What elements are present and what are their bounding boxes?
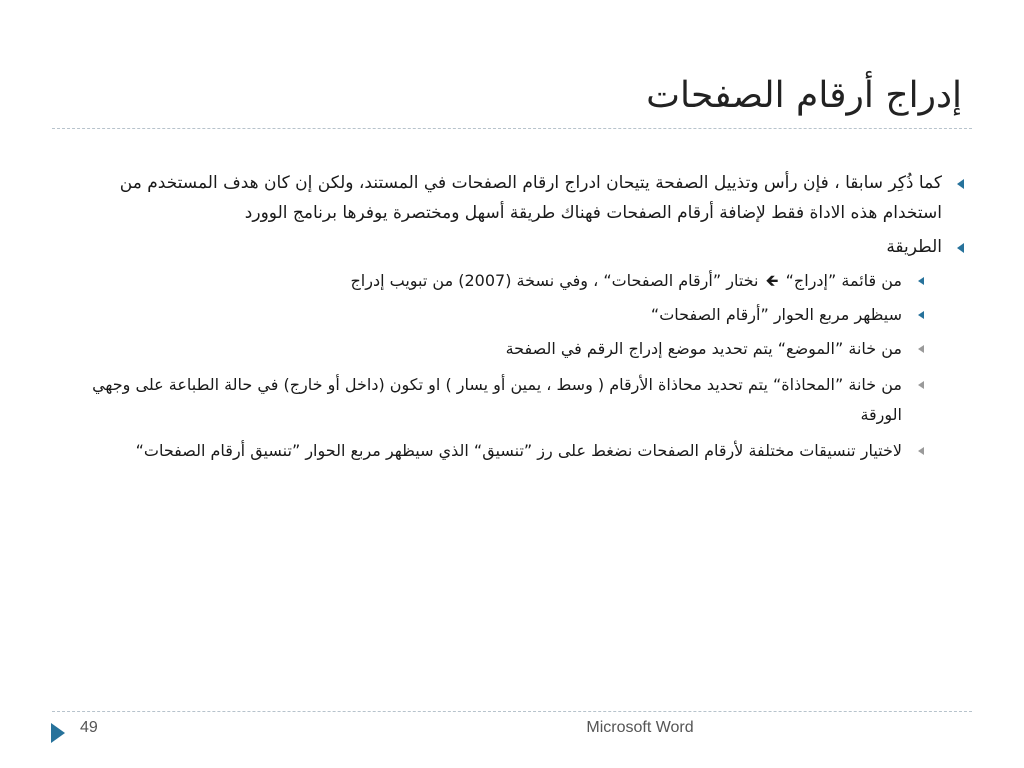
triangle-bullet-icon bbox=[957, 243, 964, 253]
triangle-bullet-icon bbox=[918, 345, 924, 353]
left-arrow-icon: 🡸 bbox=[765, 271, 779, 290]
page-number: 49 bbox=[80, 719, 98, 736]
title-divider bbox=[52, 128, 972, 129]
triangle-bullet-icon bbox=[918, 447, 924, 455]
bullet-text: لاختيار تنسيقات مختلفة لأرقام الصفحات نضغط على رز ”تنسيق“ الذي سيظهر مربع الحوار ”تنسيق أرقام الصفحات“ bbox=[135, 441, 902, 460]
sub-bullet-item bbox=[68, 266, 964, 296]
bullet-item bbox=[68, 168, 964, 228]
bullet-text: من خانة ”الموضع“ يتم تحديد موضع إدراج الرقم في الصفحة bbox=[505, 339, 902, 358]
bullet-text: الطريقة bbox=[886, 237, 942, 257]
triangle-bullet-icon bbox=[918, 277, 924, 285]
slide-title: إدراج أرقام الصفحات bbox=[646, 75, 962, 116]
bullet-text: من خانة ”المحاذاة“ يتم تحديد محاذاة الأرقام ( وسط ، يمين أو يسار ) او تكون (داخل أو خارج) في حالة الطباعة على وجهي الورقة bbox=[92, 375, 902, 424]
triangle-right-icon bbox=[51, 723, 65, 743]
triangle-bullet-icon bbox=[957, 179, 964, 189]
bullet-text: كما ذُكِر سابقا ، فإن رأس وتذييل الصفحة يتيحان ادراج ارقام الصفحات في المستند، ولكن إن كان هدف المستخدم من استخدام هذه الاداة فقط لإضافة أرقام الصفحات فهناك طريقة أسهل ومختصرة يوفرها برنامج الوورد bbox=[119, 173, 942, 223]
triangle-bullet-icon bbox=[918, 381, 924, 389]
triangle-bullet-icon bbox=[918, 311, 924, 319]
sub-bullet-item bbox=[68, 300, 964, 330]
footer-divider bbox=[52, 711, 972, 712]
bullet-text-before: من قائمة ”إدراج“ bbox=[785, 271, 902, 290]
bullet-text-after: نختار ”أرقام الصفحات“ ، وفي نسخة (2007) من تبويب إدراج bbox=[350, 271, 759, 290]
slide-content bbox=[68, 168, 964, 472]
sub-sub-bullet-item bbox=[68, 334, 964, 364]
bullet-item bbox=[68, 232, 964, 262]
sub-sub-bullet-item bbox=[68, 370, 964, 430]
footer-text: Microsoft Word bbox=[586, 719, 694, 736]
bullet-text: سيظهر مربع الحوار ”أرقام الصفحات“ bbox=[650, 305, 902, 324]
sub-sub-bullet-item bbox=[68, 436, 964, 466]
